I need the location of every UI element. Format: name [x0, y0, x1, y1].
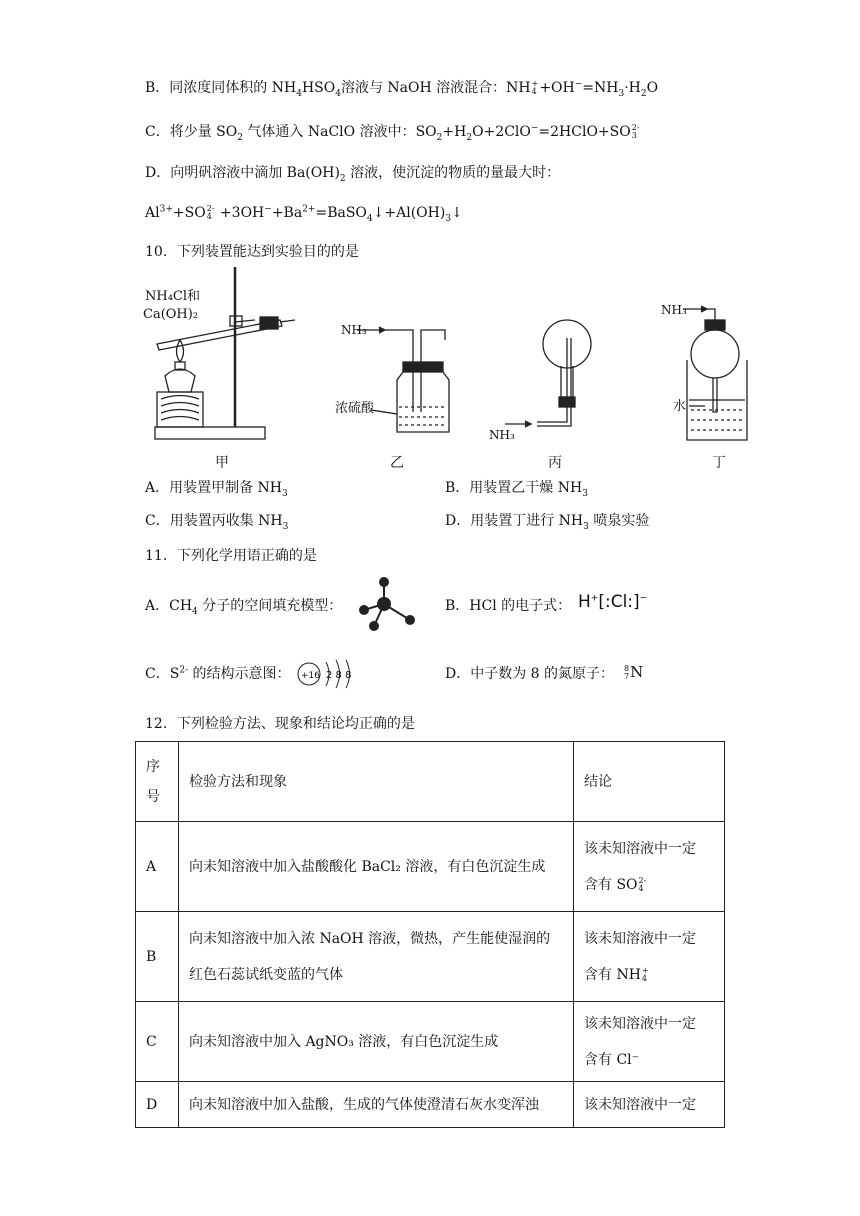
q10-option-b: B．用装置乙干燥 $NH_3$ [445, 480, 588, 499]
row-conclusion: 该未知溶液中一定 含有 SO 2- 4 [574, 822, 725, 912]
hcl-electron-formula: H+[:Cl:]− [578, 592, 648, 612]
apparatus-figure [135, 262, 755, 452]
label-water: 水 [673, 399, 687, 414]
q10-option-d: D．用装置丁进行 $NH_3$ 喷泉实验 [445, 513, 650, 532]
row-method: 向未知溶液中加入浓 NaOH 溶液，微热，产生能使湿润的 红色石蕊试纸变蓝的气体 [179, 912, 574, 1002]
row-conclusion: 该未知溶液中一定 含有 NH + 4 [574, 912, 725, 1002]
nh4-stack: + 4 [531, 79, 539, 96]
table-row [136, 822, 725, 912]
caption-yi: 乙 [390, 455, 404, 471]
q11-option-d: D．中子数为 8 的氮原子： [445, 666, 615, 682]
q11-option-a: A．$CH_4$ 分子的空间填充模型： [145, 598, 343, 617]
row-id: B [136, 912, 179, 1002]
row-conclusion: 该未知溶液中一定 含有 Cl⁻ [574, 1002, 725, 1082]
label-nh3-b: NH₃ [341, 323, 367, 337]
table-row [136, 1082, 725, 1128]
row-method: 向未知溶液中加入盐酸酸化 BaCl₂ 溶液，有白色沉淀生成 [179, 822, 574, 912]
q10-stem: 10．下列装置能达到实验目的的是 [145, 244, 359, 260]
shell-electrons: 2 8 8 [326, 670, 352, 681]
ch4-space-filling-model [352, 574, 422, 634]
option-b-line: B．同浓度同体积的 $NH_4HSO_4$溶液与 NaOH 溶液混合：NH + 4 $+OH^-=NH_3\cdot H_2O$ [145, 79, 659, 99]
label-caoh: Ca(OH)₂ [143, 307, 199, 322]
label-acid: 浓硫酸 [335, 401, 375, 416]
option-c-line: C．将少量 $SO_2$ 气体通入 NaClO 溶液中：$SO_2+H_2O+2ClO^-=2HClO+SO$ 2- 3 [145, 123, 640, 143]
label-nh4cl: NH₄Cl和 [145, 289, 201, 304]
q11-option-c: C．$S^{2-}$ 的结构示意图： [145, 665, 291, 682]
header-method: 检验方法和现象 [179, 742, 574, 822]
caption-jia: 甲 [215, 455, 229, 471]
nitrogen-isotope: 8 7 N [624, 663, 644, 681]
table-row [136, 912, 725, 1002]
so4-stack: 2- 4 [206, 204, 215, 221]
row-id: A [136, 822, 179, 912]
header-id: 序号 [136, 742, 179, 822]
table-header-row [136, 742, 725, 822]
row-method: 向未知溶液中加入 AgNO₃ 溶液，有白色沉淀生成 [179, 1002, 574, 1082]
row-method: 向未知溶液中加入盐酸，生成的气体使澄清石灰水变浑浊 [179, 1082, 574, 1128]
row-conclusion: 该未知溶液中一定 [574, 1082, 725, 1128]
s2-structure-diagram [296, 658, 366, 690]
so3-stack: 2- 3 [631, 123, 640, 140]
header-conclusion: 结论 [574, 742, 725, 822]
q11-stem: 11．下列化学用语正确的是 [145, 548, 317, 564]
label-nh3-d: NH₃ [661, 303, 687, 317]
caption-ding: 丁 [712, 455, 726, 471]
equation-d: $Al^{3+}+SO$ 2- 4 $+3OH^-+Ba^{2+}=BaSO_4↓+Al(OH)_3↓$ [145, 204, 463, 224]
nucleus-charge: +16 [301, 671, 320, 681]
caption-bing: 丙 [548, 455, 562, 471]
label-nh3-c: NH₃ [489, 428, 515, 442]
q12-table [135, 741, 725, 1128]
q12-stem: 12．下列检验方法、现象和结论均正确的是 [145, 716, 415, 732]
apparatus-bing [505, 320, 591, 427]
q10-option-c: C．用装置丙收集 $NH_3$ [145, 513, 289, 532]
apparatus-ding [683, 306, 747, 440]
row-id: C [136, 1002, 179, 1082]
q11-option-b: B．HCl 的电子式： [445, 598, 572, 614]
row-id: D [136, 1082, 179, 1128]
table-row [136, 1002, 725, 1082]
option-d-line: D．向明矾溶液中滴加 $Ba(OH)_2$ 溶液，使沉淀的物质的量最大时： [145, 165, 561, 184]
apparatus-yi [357, 327, 449, 432]
q10-option-a: A．用装置甲制备 $NH_3$ [145, 480, 288, 499]
